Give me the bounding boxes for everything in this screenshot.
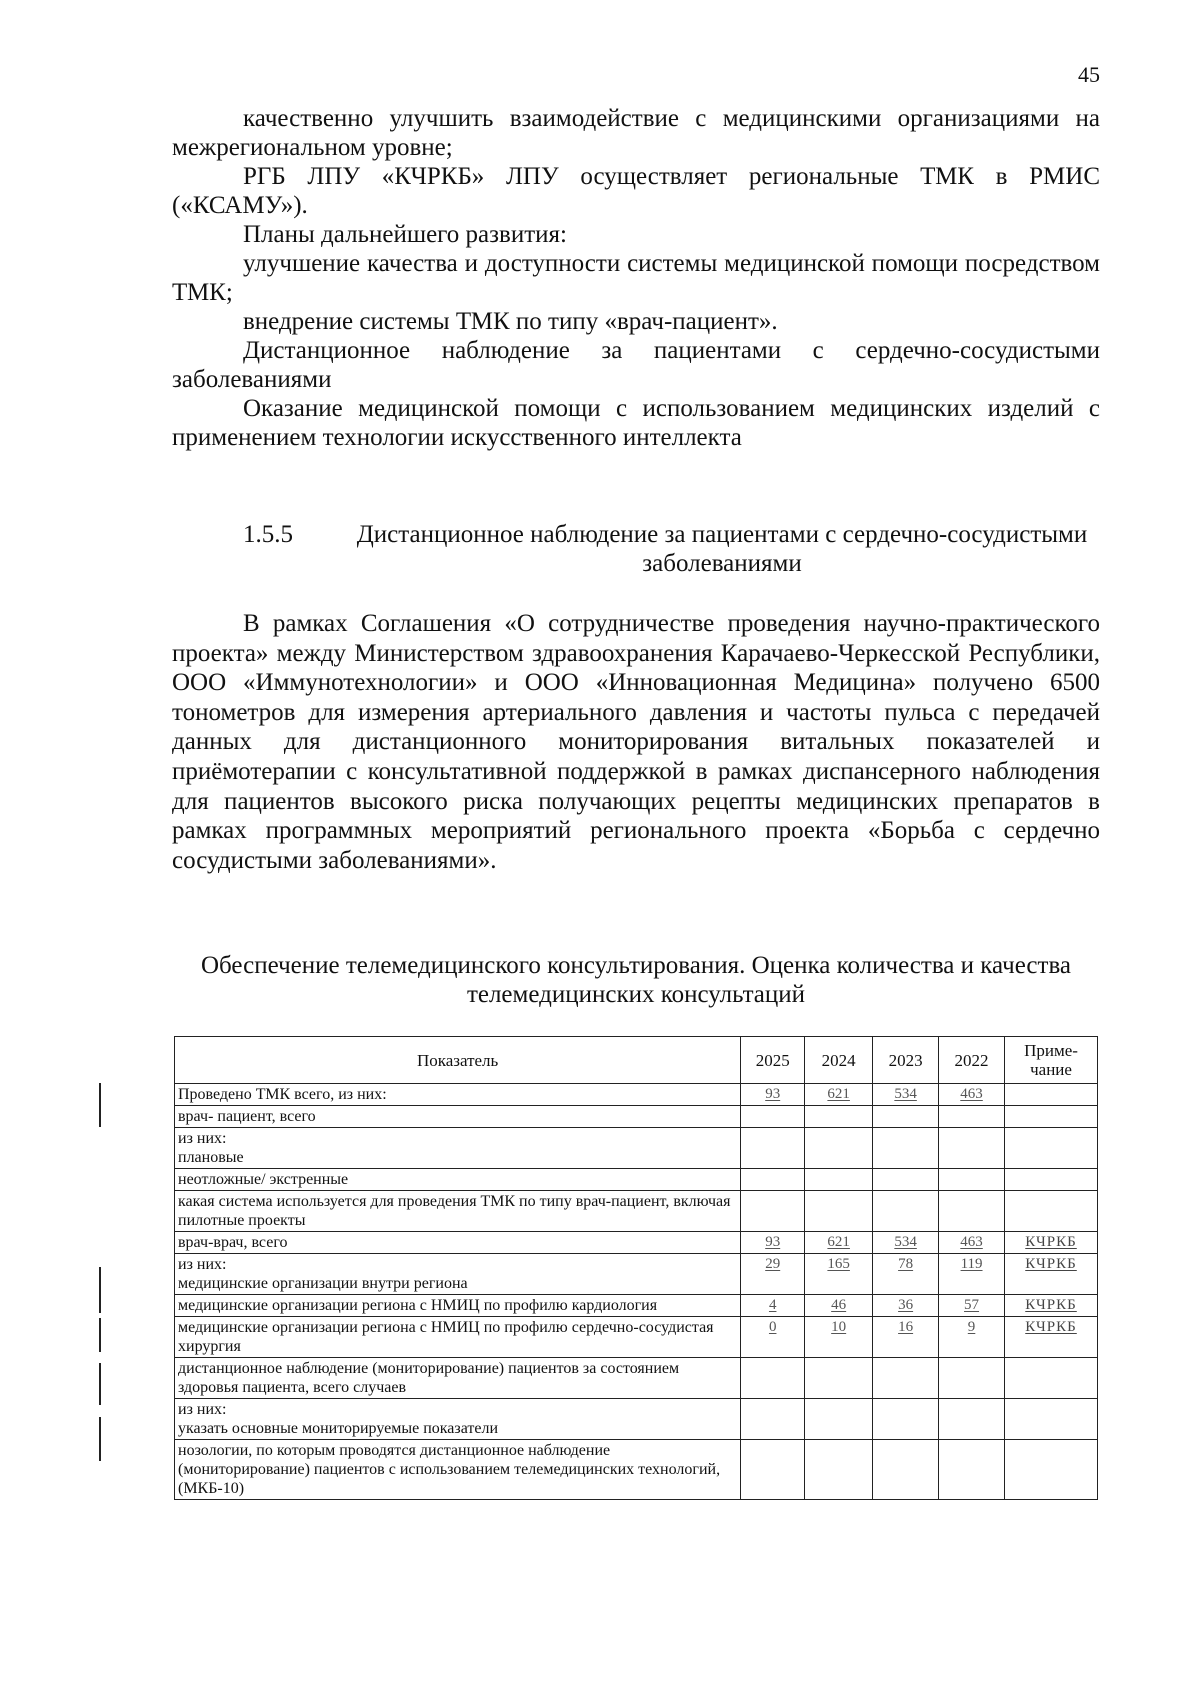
header-note: Приме- чание xyxy=(1005,1037,1098,1084)
table-row xyxy=(175,1295,1098,1317)
value-2022-cell xyxy=(939,1358,1005,1399)
table-header-row xyxy=(175,1037,1098,1084)
value-2022-cell: 463 xyxy=(939,1084,1005,1106)
value-2023-cell xyxy=(873,1358,939,1399)
value-2025-cell: 4 xyxy=(741,1295,805,1317)
value-2024-cell xyxy=(805,1169,873,1191)
value-2025-cell xyxy=(741,1191,805,1232)
header-2024: 2024 xyxy=(805,1037,873,1084)
value-2024-cell xyxy=(805,1106,873,1128)
note-cell xyxy=(1005,1191,1098,1232)
value-2022-cell xyxy=(939,1128,1005,1169)
indicator-cell: врач- пациент, всего xyxy=(175,1106,741,1128)
value-2025-cell xyxy=(741,1399,805,1440)
value-2022-cell xyxy=(939,1169,1005,1191)
indicator-cell: дистанционное наблюдение (мониторирование) пациентов за состоянием здоровья пациента, всего случаев xyxy=(175,1358,741,1399)
paragraph: Оказание медицинской помощи с использованием медицинских изделий с применением технологии искусственного интеллекта xyxy=(172,395,1100,451)
header-indicator: Показатель xyxy=(175,1037,741,1084)
indicator-cell: из них: плановые xyxy=(175,1128,741,1169)
value-2025-cell: 93 xyxy=(741,1084,805,1106)
indicator-cell: врач-врач, всего xyxy=(175,1232,741,1254)
value-2023-cell xyxy=(873,1399,939,1440)
value-2025-cell xyxy=(741,1106,805,1128)
paragraph: улучшение качества и доступности системы медицинской помощи посредством ТМК; xyxy=(172,250,1100,306)
value-2022-cell xyxy=(939,1440,1005,1500)
note-cell xyxy=(1005,1128,1098,1169)
note-cell: КЧРКБ xyxy=(1005,1254,1098,1295)
value-2024-cell: 165 xyxy=(805,1254,873,1295)
indicator-cell: медицинские организации региона с НМИЦ по профилю кардиология xyxy=(175,1295,741,1317)
margin-marker xyxy=(99,1318,101,1352)
value-2025-cell: 0 xyxy=(741,1317,805,1358)
paragraph: качественно улучшить взаимодействие с медицинскими организациями на межрегиональном уровне; xyxy=(172,105,1100,161)
value-2025-cell: 29 xyxy=(741,1254,805,1295)
value-2023-cell: 36 xyxy=(873,1295,939,1317)
note-cell xyxy=(1005,1169,1098,1191)
note-cell xyxy=(1005,1399,1098,1440)
value-2022-cell: 57 xyxy=(939,1295,1005,1317)
paragraph: В рамках Соглашения «О сотрудничестве проведения научно-практического проекта» между Министерством здравоохранения Карачаево-Черкесской Республики, ООО «Иммунотехнологии» и ООО «Инновационная Медицина» получено 6500 тонометров для измерения артериального давления и частоты пульса с передачей данных для дистанционного мониторирования витальных показателей и приёмотерапии с консультативной поддержкой в рамках диспансерного наблюдения для пациентов высокого риска получающих рецепты медицинских препаратов в рамках программных мероприятий регионального проекта «Борьба с сердечно сосудистыми заболеваниями». xyxy=(172,610,1100,874)
note-cell xyxy=(1005,1358,1098,1399)
value-2024-cell xyxy=(805,1128,873,1169)
indicator-cell: неотложные/ экстренные xyxy=(175,1169,741,1191)
value-2022-cell xyxy=(939,1191,1005,1232)
margin-marker xyxy=(99,1417,101,1461)
note-cell: КЧРКБ xyxy=(1005,1295,1098,1317)
indicator-cell: Проведено ТМК всего, из них: xyxy=(175,1084,741,1106)
value-2025-cell xyxy=(741,1128,805,1169)
note-cell: КЧРКБ xyxy=(1005,1317,1098,1358)
indicator-cell: из них: медицинские организации внутри региона xyxy=(175,1254,741,1295)
header-2022: 2022 xyxy=(939,1037,1005,1084)
value-2025-cell xyxy=(741,1358,805,1399)
value-2024-cell xyxy=(805,1399,873,1440)
table-row xyxy=(175,1084,1098,1106)
paragraph: Планы дальнейшего развития: xyxy=(243,221,567,248)
header-2023: 2023 xyxy=(873,1037,939,1084)
section-number: 1.5.5 xyxy=(243,521,293,548)
table-row xyxy=(175,1191,1098,1232)
value-2022-cell xyxy=(939,1399,1005,1440)
indicator-cell: медицинские организации региона с НМИЦ по профилю сердечно-сосудистая хирургия xyxy=(175,1317,741,1358)
margin-marker xyxy=(99,1363,101,1405)
indicator-cell: из них: указать основные мониторируемые показатели xyxy=(175,1399,741,1440)
value-2024-cell: 621 xyxy=(805,1084,873,1106)
value-2023-cell xyxy=(873,1106,939,1128)
value-2024-cell: 621 xyxy=(805,1232,873,1254)
intro-text xyxy=(172,104,1100,452)
value-2022-cell: 463 xyxy=(939,1232,1005,1254)
table-row xyxy=(175,1254,1098,1295)
table-row xyxy=(175,1106,1098,1128)
section-body xyxy=(172,609,1100,875)
table-row xyxy=(175,1358,1098,1399)
table-row xyxy=(175,1399,1098,1440)
note-cell: КЧРКБ xyxy=(1005,1232,1098,1254)
value-2023-cell xyxy=(873,1128,939,1169)
section-title: Дистанционное наблюдение за пациентами с сердечно-сосудистыми заболеваниями xyxy=(356,521,1088,577)
note-cell xyxy=(1005,1084,1098,1106)
value-2024-cell xyxy=(805,1358,873,1399)
indicator-cell: нозологии, по которым проводятся дистанционное наблюдение (мониторирование) пациентов с использованием телемедицинских технологий, (МКБ-10) xyxy=(175,1440,741,1500)
paragraph: внедрение системы ТМК по типу «врач-пациент». xyxy=(243,308,778,335)
note-cell xyxy=(1005,1440,1098,1500)
table-row xyxy=(175,1232,1098,1254)
header-2025: 2025 xyxy=(741,1037,805,1084)
table-row xyxy=(175,1317,1098,1358)
table-row xyxy=(175,1440,1098,1500)
value-2022-cell: 9 xyxy=(939,1317,1005,1358)
table-caption: Обеспечение телемедицинского консультирования. Оценка количества и качества телемедицинских консультаций xyxy=(200,952,1072,1008)
table-row xyxy=(175,1169,1098,1191)
value-2025-cell xyxy=(741,1440,805,1500)
paragraph: Дистанционное наблюдение за пациентами с сердечно-сосудистыми заболеваниями xyxy=(172,337,1100,393)
note-cell xyxy=(1005,1106,1098,1128)
value-2024-cell xyxy=(805,1440,873,1500)
value-2024-cell: 46 xyxy=(805,1295,873,1317)
value-2023-cell: 78 xyxy=(873,1254,939,1295)
value-2025-cell: 93 xyxy=(741,1232,805,1254)
value-2024-cell: 10 xyxy=(805,1317,873,1358)
value-2023-cell: 534 xyxy=(873,1084,939,1106)
value-2023-cell: 16 xyxy=(873,1317,939,1358)
tmk-table xyxy=(174,1036,1098,1500)
table-row xyxy=(175,1128,1098,1169)
margin-marker xyxy=(99,1267,101,1313)
margin-marker xyxy=(99,1083,101,1127)
value-2023-cell xyxy=(873,1440,939,1500)
value-2022-cell xyxy=(939,1106,1005,1128)
value-2023-cell xyxy=(873,1191,939,1232)
value-2023-cell xyxy=(873,1169,939,1191)
value-2023-cell: 534 xyxy=(873,1232,939,1254)
value-2022-cell: 119 xyxy=(939,1254,1005,1295)
indicator-cell: какая система используется для проведения ТМК по типу врач-пациент, включая пилотные проекты xyxy=(175,1191,741,1232)
page-number: 45 xyxy=(1078,62,1100,87)
paragraph: РГБ ЛПУ «КЧРКБ» ЛПУ осуществляет региональные ТМК в РМИС («КСАМУ»). xyxy=(172,163,1100,219)
value-2025-cell xyxy=(741,1169,805,1191)
value-2024-cell xyxy=(805,1191,873,1232)
